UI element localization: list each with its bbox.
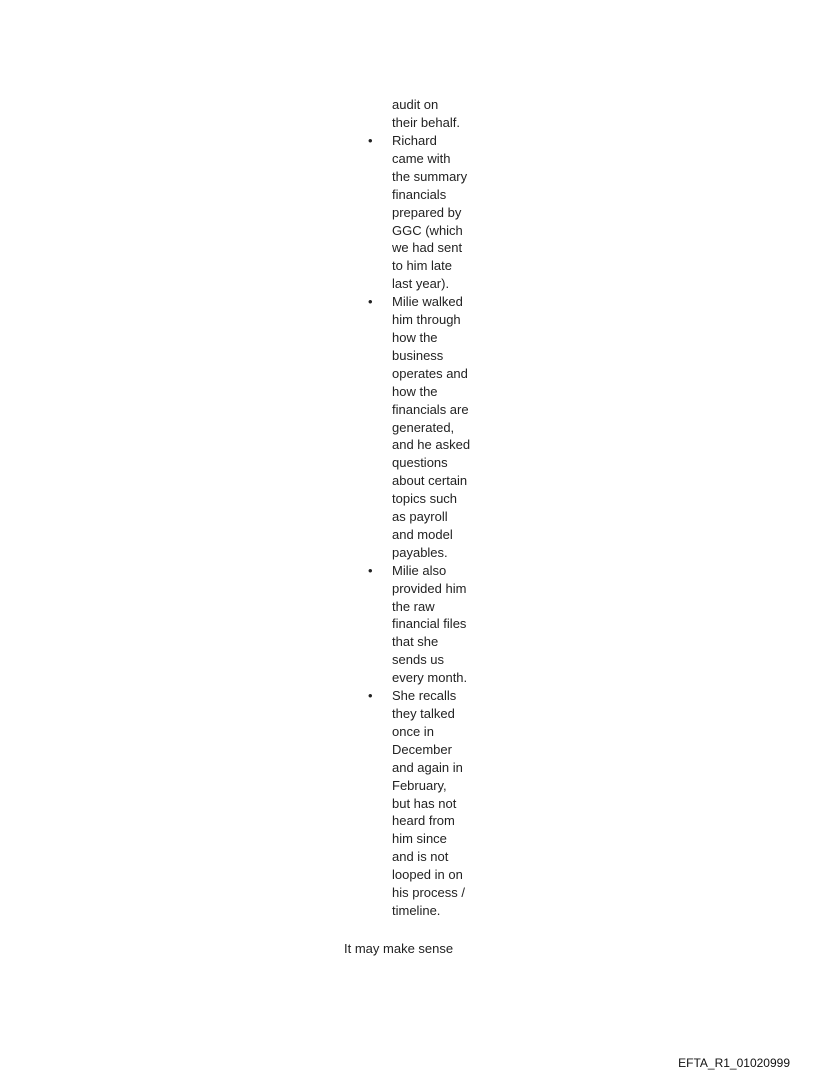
bullet-marker: • — [368, 133, 373, 148]
lead-text: audit on their behalf. — [392, 97, 460, 130]
document-id: EFTA_R1_01020999 — [678, 1056, 790, 1070]
bullet-text: Milie also provided him the raw financial files that she sends us every month. — [392, 562, 468, 686]
list-item — [364, 293, 476, 562]
bullet-list — [364, 132, 476, 920]
bullet-text: Milie walked him through how the business operates and how the financials are generated, and he asked questions about certain topics such as payroll and model payables. — [392, 294, 471, 560]
bullet-text: She recalls they talked once in December and again in February, but has not heard from him since and is not looped in on his process / timeline. — [392, 688, 465, 918]
bullet-marker: • — [368, 562, 373, 578]
closing-text: It may make sense — [344, 941, 454, 956]
list-item — [364, 562, 476, 687]
list-item — [364, 132, 476, 293]
bullet-marker: • — [368, 688, 373, 704]
list-item — [364, 687, 476, 920]
bullet-text: Richard came with the summary financials prepared by GGC (which we had sent to him late last year). — [392, 133, 468, 292]
bullet-marker: • — [368, 294, 373, 310]
